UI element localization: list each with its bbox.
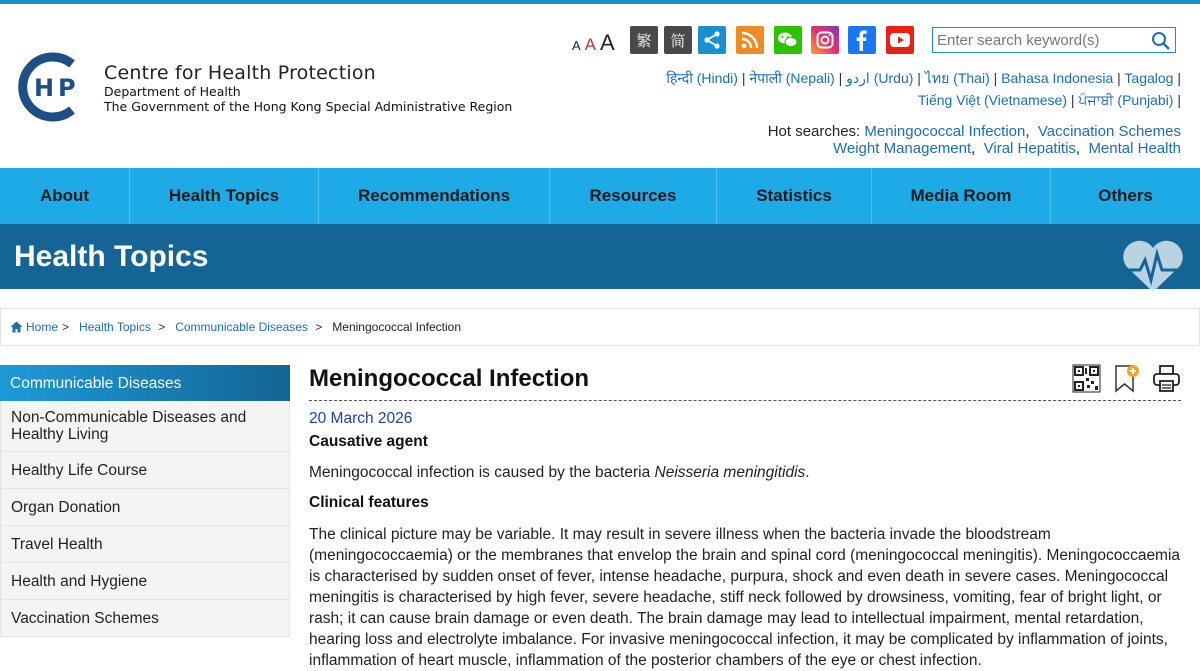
sidebar-item-vaccination-schemes[interactable]: Vaccination Schemes <box>0 600 290 637</box>
paragraph-causative-agent <box>309 462 1181 483</box>
search-box <box>932 27 1176 53</box>
youtube-icon[interactable] <box>886 26 914 54</box>
lang-indonesian-link[interactable]: Bahasa Indonesia <box>1001 70 1114 86</box>
breadcrumb-link[interactable]: Communicable Diseases <box>175 320 308 334</box>
svg-text:P: P <box>58 74 76 102</box>
causative-text-end: . <box>805 464 810 481</box>
banner-title: Health Topics <box>14 240 209 273</box>
sidebar-item-organ-donation[interactable]: Organ Donation <box>0 489 290 526</box>
nav-health-topics[interactable]: Health Topics <box>130 168 319 224</box>
nav-recommendations[interactable]: Recommendations <box>319 168 550 224</box>
print-icon[interactable] <box>1152 364 1181 393</box>
wechat-icon[interactable] <box>774 26 802 54</box>
lang-urdu-link[interactable]: اردو (Urdu) <box>846 70 914 86</box>
page-title: Meningococcal Infection <box>309 365 590 392</box>
hot-search-link[interactable]: Mental Health <box>1088 140 1181 157</box>
org-department: Department of Health <box>104 84 241 99</box>
share-icon[interactable] <box>698 26 726 54</box>
title-row <box>309 362 1181 401</box>
breadcrumb-home-link[interactable]: Home <box>26 320 59 334</box>
hot-search-link[interactable]: Viral Hepatitis <box>983 140 1076 157</box>
svg-text:H: H <box>34 74 55 102</box>
lang-vietnamese-link[interactable]: Tiếng Việt (Vietnamese) <box>917 92 1067 108</box>
nav-resources[interactable]: Resources <box>550 168 717 224</box>
chp-logo-icon[interactable] <box>20 50 90 124</box>
nav-media-room[interactable]: Media Room <box>872 168 1051 224</box>
lang-hindi-link[interactable]: हिन्दी (Hindi) <box>666 70 738 86</box>
lang-punjabi-link[interactable]: ਪੰਜਾਬੀ (Punjabi) <box>1078 92 1174 108</box>
hot-searches: Hot searches: Meningococcal Infection, Vaccination Schemes Weight Management, Viral Hepatitis, Mental Health <box>767 123 1181 157</box>
language-links-row2: Tiếng Việt (Vietnamese) | ਪੰਜਾਬੀ (Punjabi) | <box>917 92 1181 108</box>
top-accent-line <box>0 0 1200 4</box>
hot-searches-label: Hot searches: <box>767 123 861 140</box>
simplified-chinese-button[interactable]: 简 <box>664 26 692 54</box>
sidebar-item-healthy-life-course[interactable]: Healthy Life Course <box>0 452 290 489</box>
bookmark-icon[interactable] <box>1112 364 1141 393</box>
sidebar-item-communicable-diseases[interactable]: Communicable Diseases <box>0 365 290 401</box>
language-links-row1: हिन्दी (Hindi) | नेपाली (Nepali) | اردو (Urdu) | ไทย (Thai) | Bahasa Indonesia | Tagalog | <box>666 70 1181 86</box>
nav-others[interactable]: Others <box>1098 186 1153 205</box>
sidebar-item-travel-health[interactable]: Travel Health <box>0 526 290 563</box>
hot-search-link[interactable]: Vaccination Schemes <box>1037 123 1181 140</box>
section-banner <box>0 224 1200 289</box>
font-size-medium-button[interactable]: A <box>584 35 597 54</box>
org-name[interactable] <box>104 62 512 114</box>
breadcrumb: Home > Health Topics > Communicable Diseases > Meningococcal Infection <box>0 308 1200 346</box>
sidebar-item-non-communicable-diseases[interactable]: Non-Communicable Diseases and Healthy Living <box>0 401 290 452</box>
search-input[interactable] <box>933 28 1143 52</box>
qr-code-icon[interactable] <box>1072 364 1101 393</box>
home-icon[interactable] <box>10 321 23 333</box>
rss-icon[interactable] <box>736 26 764 54</box>
heading-clinical-features: Clinical features <box>309 494 429 511</box>
instagram-icon[interactable] <box>811 26 839 54</box>
lang-tagalog-link[interactable]: Tagalog <box>1124 70 1174 86</box>
breadcrumb-current: Meningococcal Infection <box>332 320 462 334</box>
main-nav <box>0 168 1200 224</box>
org-government: The Government of the Hong Kong Special Administrative Region <box>104 99 513 114</box>
heart-pulse-icon <box>1120 240 1186 294</box>
page-tools <box>1072 364 1181 393</box>
nav-statistics[interactable]: Statistics <box>717 168 872 224</box>
nav-about[interactable]: About <box>0 168 130 224</box>
font-size-controls <box>572 30 615 56</box>
lang-nepali-link[interactable]: नेपाली (Nepali) <box>749 70 835 86</box>
lang-thai-link[interactable]: ไทย (Thai) <box>924 70 990 86</box>
hot-search-link[interactable]: Meningococcal Infection <box>864 123 1026 140</box>
hot-search-link[interactable]: Weight Management <box>833 140 972 157</box>
font-size-large-button[interactable]: A <box>600 30 615 55</box>
bacteria-name: Neisseria meningitidis <box>654 464 806 481</box>
facebook-icon[interactable] <box>848 26 876 54</box>
sidebar <box>0 365 290 637</box>
breadcrumb-link[interactable]: Health Topics <box>79 320 151 334</box>
font-size-small-button[interactable]: A <box>572 38 581 53</box>
main-content <box>309 362 1181 671</box>
paragraph-clinical-features: The clinical picture may be variable. It may result in severe illness when the bacteria invade the bloodstream (meningococcaemia) or the membranes that envelop the brain and spinal cord (meningococcal meningitis). Meningococcaemia is characterised by sudden onset of fever, intense headache, purpura, shock and even death in severe cases. Meningococcal meningitis is characterised by high fever, severe headache, stiff neck followed by drowsiness, vomiting, fear of bright light, or rash; it can cause brain damage or even death. The brain damage may lead to intellectual impairment, mental retardation, hearing loss and electrolyte imbalance. For invasive meningococcal infection, it may be complicated by inflammation of joints, inflammation of heart muscle, inflammation of the posterior chambers of the eye or chest infection. <box>309 526 1181 669</box>
sidebar-item-health-and-hygiene[interactable]: Health and Hygiene <box>0 563 290 600</box>
publish-date: 20 March 2026 <box>309 410 413 427</box>
causative-text: Meningococcal infection is caused by the bacteria <box>309 464 655 481</box>
heading-causative-agent: Causative agent <box>309 433 428 450</box>
traditional-chinese-button[interactable]: 繁 <box>630 26 658 54</box>
search-icon[interactable] <box>1151 31 1171 51</box>
org-title: Centre for Health Protection <box>104 62 376 84</box>
